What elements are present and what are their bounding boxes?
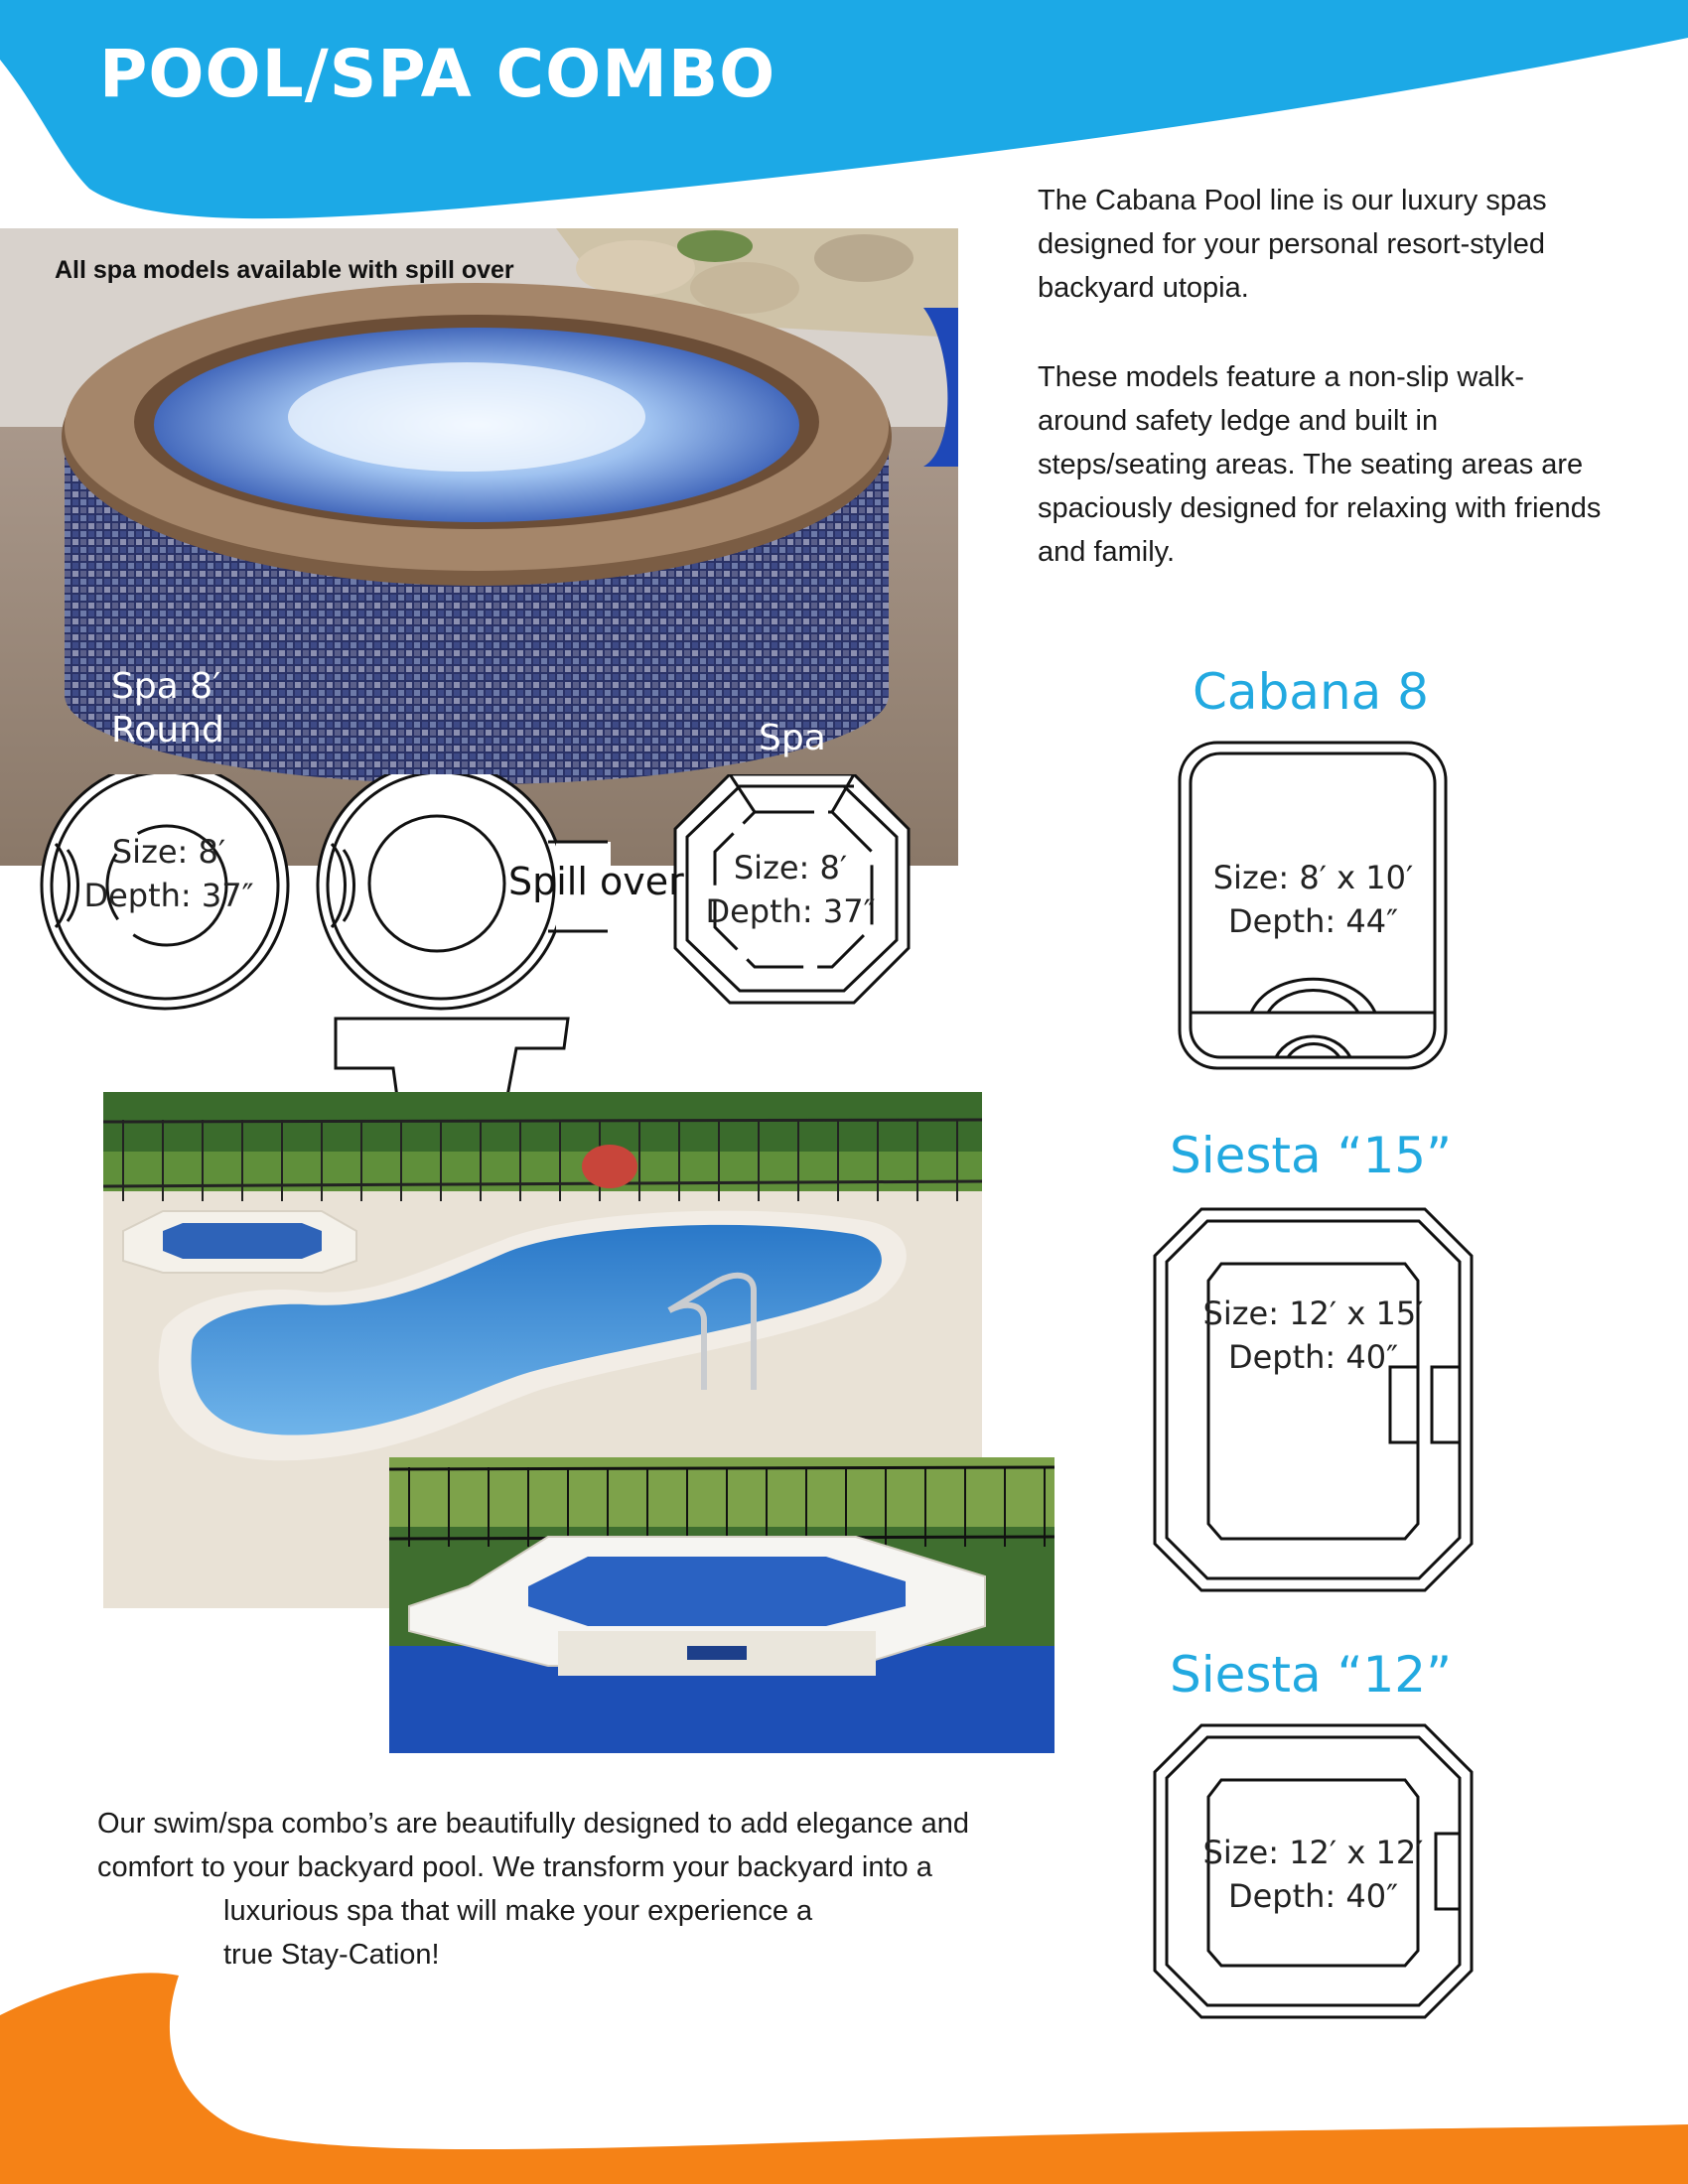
siesta-12-title: Siesta “12” xyxy=(1169,1646,1452,1704)
spill-over-label: Spill over xyxy=(508,860,684,903)
round-spa-title xyxy=(111,665,224,752)
page-title: POOL/SPA COMBO xyxy=(99,36,776,112)
siesta-12-size: Size: 12′ x 12′ xyxy=(1202,1834,1424,1871)
bottom-line-2: comfort to your backyard pool. We transform your backyard into a xyxy=(97,1851,932,1883)
siesta-15-specs xyxy=(1187,1292,1440,1379)
siesta-15-diagram xyxy=(1152,1206,1475,1593)
round-spa-title-line2: Round xyxy=(111,710,224,751)
cabana-8-depth: Depth: 44″ xyxy=(1227,902,1399,940)
siesta-12-depth: Depth: 40″ xyxy=(1227,1877,1399,1915)
bottom-line-4: true Stay-Cation! xyxy=(223,1939,440,1971)
siesta-15-title: Siesta “15” xyxy=(1169,1127,1452,1184)
octagon-spa-depth: Depth: 37″ xyxy=(705,892,876,930)
bottom-paragraph xyxy=(97,1802,1051,1977)
cabana-8-specs xyxy=(1187,856,1440,943)
intro-paragraph-2: These models feature a non-slip walk-around safety ledge and built in steps/seating areas. The seating areas are spaciously designed for relaxing with friends and family. xyxy=(1038,361,1602,568)
bottom-line-3: luxurious spa that will make your experience a xyxy=(223,1895,813,1927)
intro-paragraph-1: The Cabana Pool line is our luxury spas designed for your personal resort-styled backyard utopia. xyxy=(1038,185,1547,304)
bottom-line-1: Our swim/spa combo’s are beautifully designed to add elegance and xyxy=(97,1808,970,1840)
round-spa-title-line1: Spa 8′ xyxy=(111,666,221,707)
round-spa-depth: Depth: 37″ xyxy=(83,877,254,914)
cabana-8-title: Cabana 8 xyxy=(1193,663,1429,721)
cabana-8-size: Size: 8′ x 10′ xyxy=(1212,859,1414,896)
photo-caption: All spa models available with spill over xyxy=(55,256,514,284)
siesta-15-size: Size: 12′ x 15′ xyxy=(1202,1295,1424,1332)
round-spa-specs xyxy=(79,830,258,917)
siesta-12-specs xyxy=(1187,1831,1440,1918)
octagon-spa-title: Spa xyxy=(759,718,826,758)
octagon-spa-photo xyxy=(389,1457,1055,1753)
round-spa-photo xyxy=(0,228,958,866)
octagon-spa-size: Size: 8′ xyxy=(733,849,848,887)
siesta-15-depth: Depth: 40″ xyxy=(1227,1338,1399,1376)
octagon-spa-specs xyxy=(701,846,880,933)
round-spa-size: Size: 8′ xyxy=(111,833,226,871)
